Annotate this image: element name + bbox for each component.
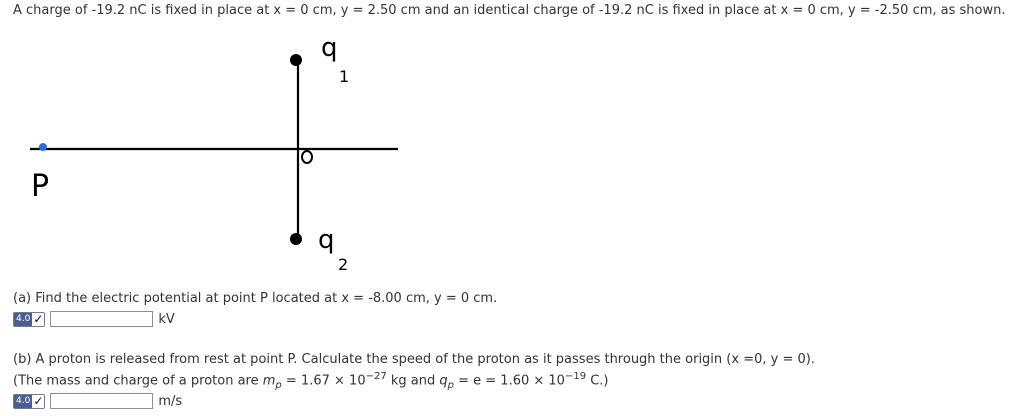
part-b-question: (b) A proton is released from rest at point P. Calculate the speed of the proton as it passes through the origin (x =0, y = 0). <box>13 352 815 367</box>
q2-label: q <box>318 225 335 255</box>
part-b-score-badge <box>13 394 45 409</box>
mass-symbol: m <box>262 373 276 389</box>
problem-intro: A charge of -19.2 nC is fixed in place at x = 0 cm, y = 2.50 cm and an identical charge of -19.2 nC is fixed in place at x = 0 cm, y = -2.50 cm, as shown. <box>13 3 1006 18</box>
point-p-dot <box>39 143 47 151</box>
charge-subscript: p <box>447 379 454 391</box>
kg-and-text: kg and <box>390 373 436 389</box>
part-b-answer-row <box>13 393 182 409</box>
charge-symbol: q <box>439 373 448 389</box>
part-a-score: 4.0 <box>16 313 31 324</box>
part-a-answer-input[interactable] <box>50 311 153 327</box>
check-icon: ✓ <box>33 393 44 408</box>
charge-q1-dot <box>290 54 302 66</box>
q1-subscript: 1 <box>339 67 350 86</box>
part-a-score-badge <box>13 312 45 327</box>
part-a-answer-row <box>13 311 175 327</box>
part-b-unit: m/s <box>158 393 183 409</box>
part-a-question: (a) Find the electric potential at point P located at x = -8.00 cm, y = 0 cm. <box>13 291 498 306</box>
mass-subscript: p <box>275 379 282 391</box>
part-b-note <box>13 371 608 391</box>
note-suffix: C.) <box>590 373 609 389</box>
origin-marker <box>302 151 312 163</box>
part-a-unit: kV <box>158 311 175 327</box>
point-p-label: P <box>31 169 50 204</box>
mass-value: = 1.67 × 10 <box>285 373 366 389</box>
charge-exponent: −19 <box>564 371 587 382</box>
mass-exponent: −27 <box>365 371 387 382</box>
part-b-answer-input[interactable] <box>50 393 153 409</box>
part-b-score: 4.0 <box>16 395 31 406</box>
q2-subscript: 2 <box>338 255 349 274</box>
note-prefix: (The mass and charge of a proton are <box>13 373 259 389</box>
charge-q2-dot <box>290 233 302 245</box>
charge-diagram <box>0 22 420 282</box>
charge-value: = e = 1.60 × 10 <box>458 373 565 389</box>
q1-label: q <box>321 33 338 63</box>
check-icon: ✓ <box>33 311 44 326</box>
